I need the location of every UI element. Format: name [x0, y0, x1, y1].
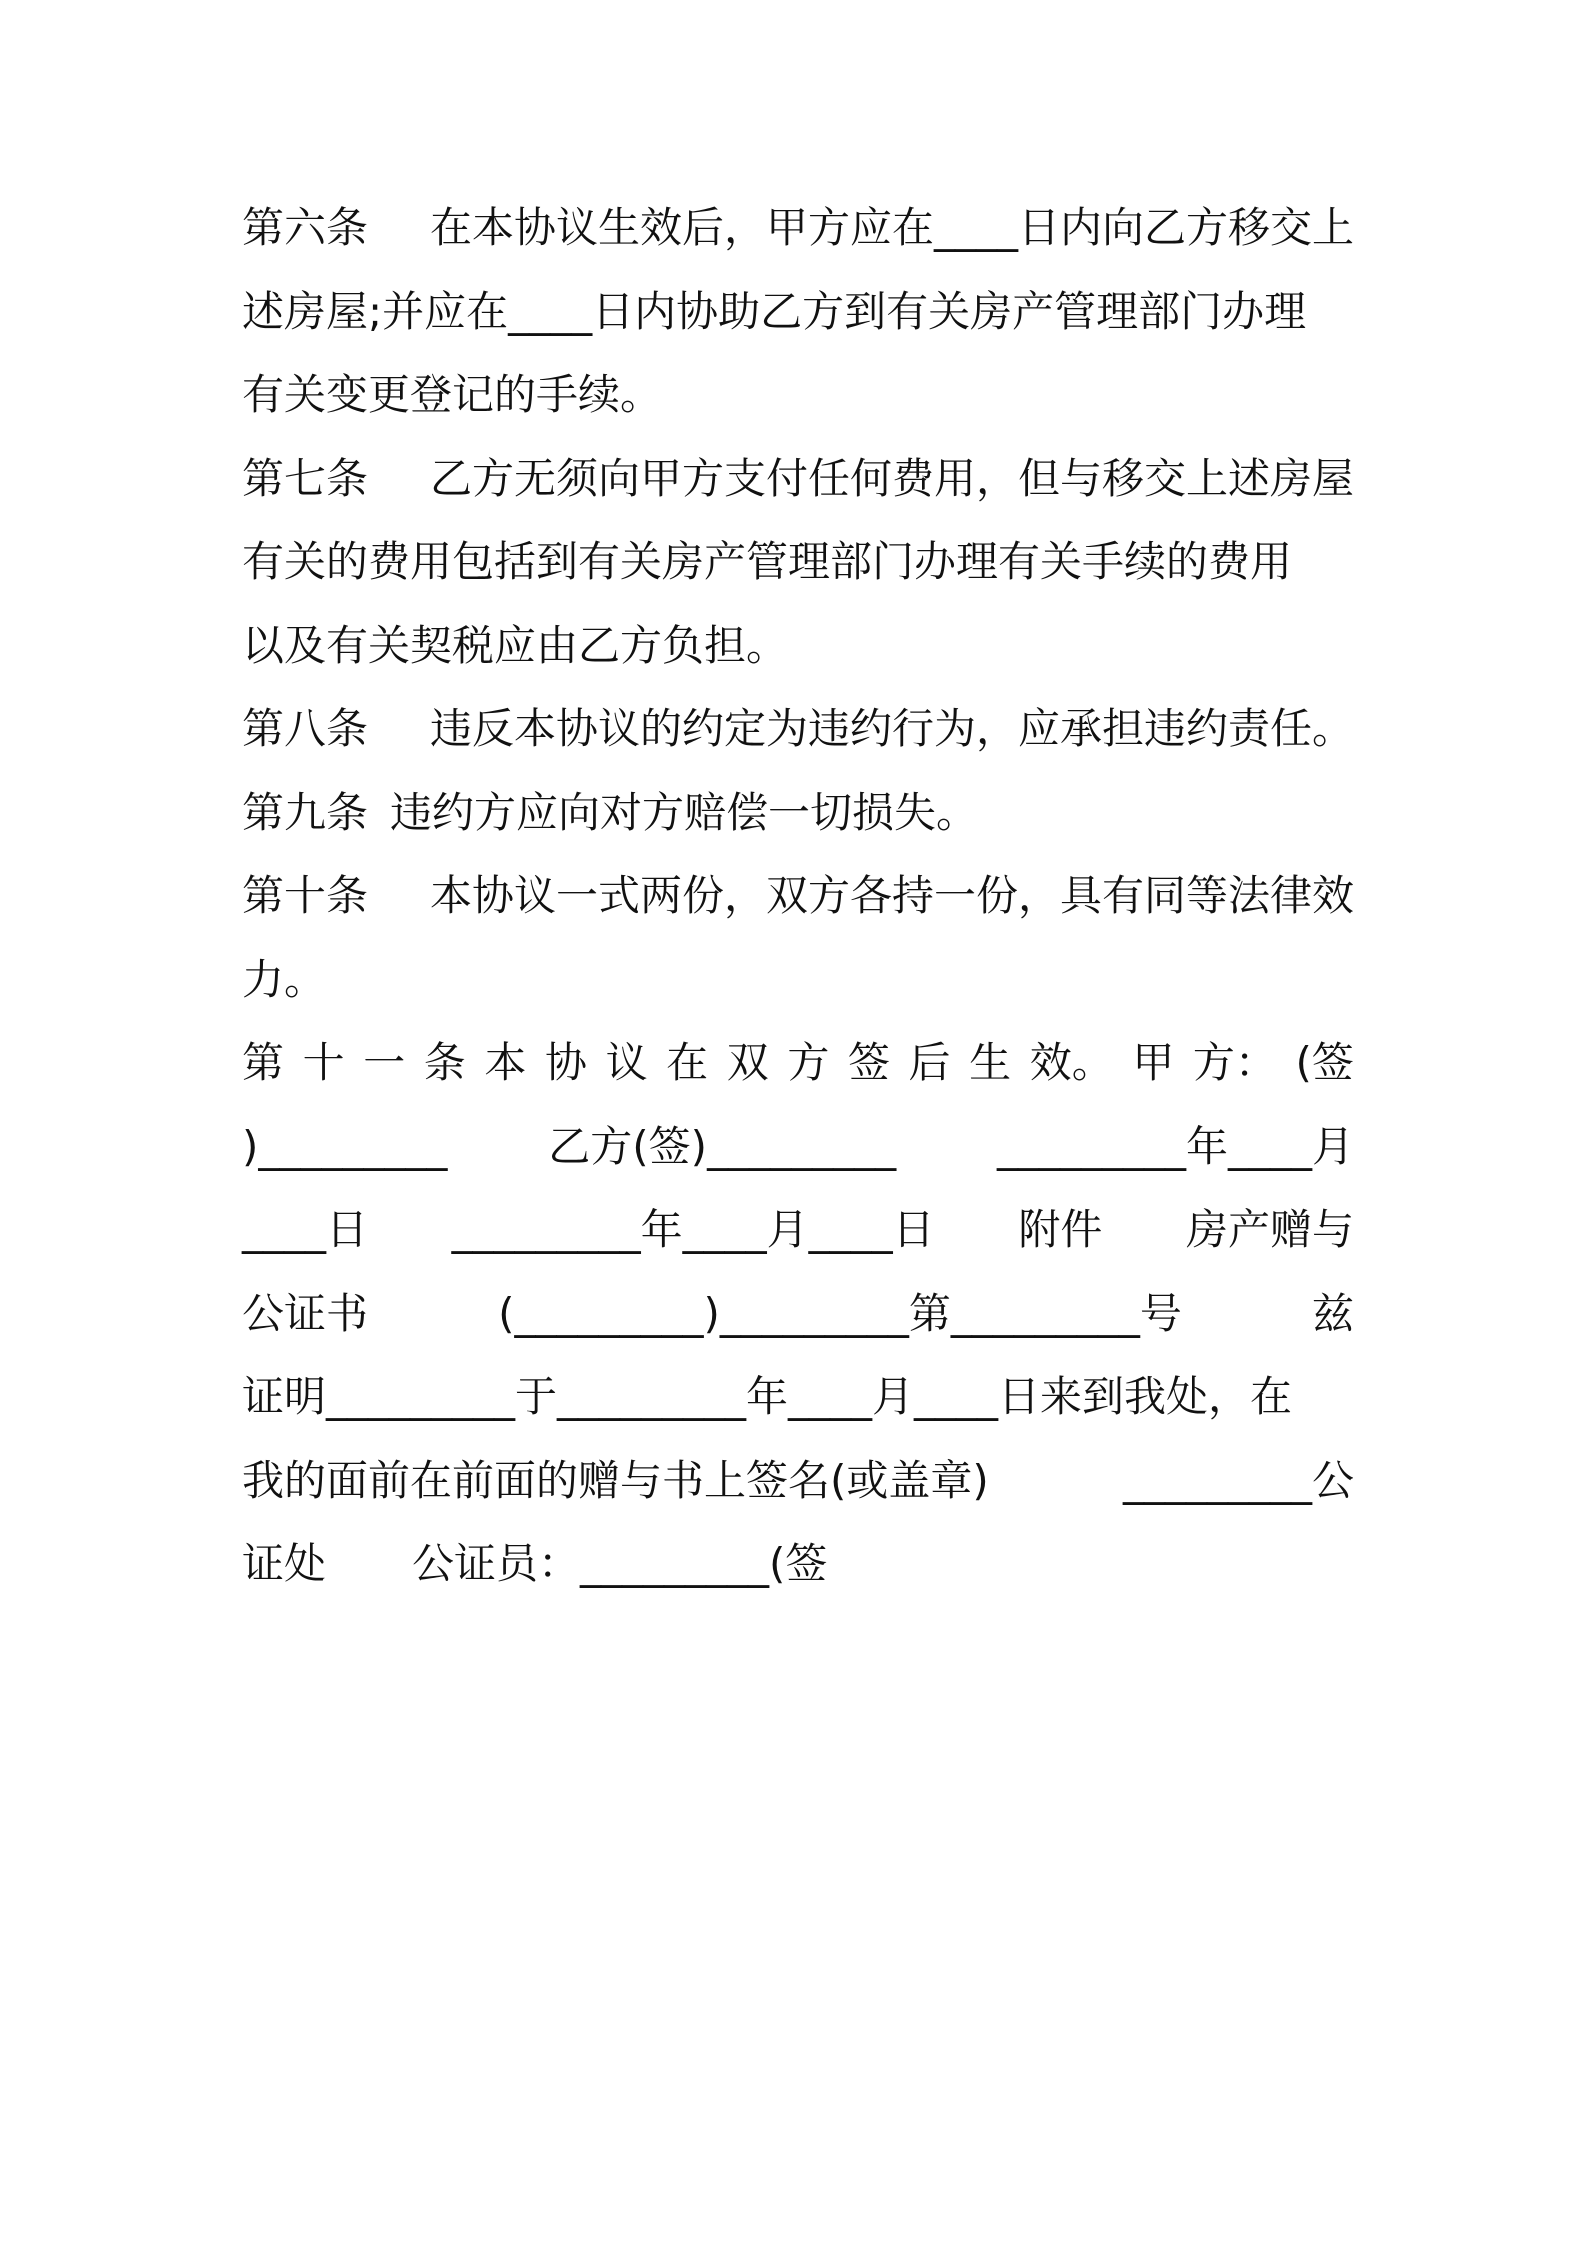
- text-segment: 条: [423, 1038, 466, 1087]
- notary-line-4: [242, 1522, 1354, 1606]
- notary-line-3: [242, 1439, 1354, 1523]
- notary-number-blank: (_________)_________第_________号: [498, 1288, 1182, 1338]
- signature-line-parties: [242, 1105, 1354, 1189]
- notary-line-2: [242, 1355, 1354, 1439]
- article-7-number: 第七条: [242, 453, 369, 503]
- text-segment: 双: [726, 1038, 769, 1087]
- date-blank: _________年____月: [996, 1121, 1354, 1171]
- text-segment: 生: [969, 1038, 1012, 1087]
- article-10-line-2: [242, 938, 1354, 1022]
- text-segment: 以及有关契税应由乙方负担。: [242, 620, 789, 670]
- article-8-text: 违反本协议的约定为违约行为，应承担违约责任。: [429, 704, 1354, 753]
- text-segment: 后: [908, 1038, 951, 1087]
- text-segment: 方: [787, 1038, 830, 1087]
- article-6-text: 在本协议生效后，甲方应在____日内向乙方移交上: [429, 203, 1354, 252]
- attachment-title: 房产赠与: [1185, 1205, 1354, 1254]
- text-segment: 效。: [1029, 1038, 1114, 1087]
- text-segment: 兹: [1311, 1288, 1354, 1338]
- article-7-line-1: [242, 437, 1354, 521]
- text-segment: 力。: [242, 954, 327, 1004]
- text-segment: 协: [544, 1038, 587, 1087]
- text-segment: 在: [666, 1038, 709, 1087]
- article-8-number: 第八条: [242, 704, 369, 753]
- notary-signature: 公证员：_________(签: [412, 1539, 828, 1588]
- article-9-number: 第九条: [242, 787, 369, 837]
- article-11-line-1: [242, 1021, 1354, 1105]
- text-segment: 本: [484, 1038, 527, 1087]
- attachment-label: 附件: [1018, 1205, 1103, 1254]
- article-8-line-1: [242, 687, 1354, 771]
- article-9-line-1: [242, 771, 1354, 855]
- signature-line-dates: [242, 1188, 1354, 1272]
- text-segment: 签: [847, 1038, 890, 1087]
- text-segment: 有关的费用包括到有关房产管理部门办理有关手续的费用: [242, 537, 1293, 586]
- text-segment: 公证书: [242, 1288, 369, 1338]
- document-body: [242, 186, 1354, 1606]
- text-segment: _________公: [1122, 1455, 1354, 1505]
- text-segment: 甲: [1132, 1038, 1175, 1087]
- text-segment: 我的面前在前面的赠与书上签名(或盖章): [242, 1455, 989, 1505]
- article-10-number: 第十条: [242, 871, 369, 920]
- article-7-line-2: [242, 520, 1354, 604]
- text-segment: 方：: [1192, 1038, 1277, 1087]
- date-blank: _________年____月____日: [451, 1205, 935, 1254]
- party-b-signature: 乙方(签)_________: [548, 1121, 897, 1171]
- text-segment: 证明_________于_________年____月____日来到我处，在: [242, 1372, 1293, 1421]
- article-9-text: 违约方应向对方赔偿一切损失。: [390, 787, 979, 837]
- article-6-line-1: [242, 186, 1354, 270]
- notary-line-1: [242, 1272, 1354, 1356]
- article-7-text: 乙方无须向甲方支付任何费用，但与移交上述房屋: [429, 453, 1354, 503]
- text-segment: (签: [1295, 1038, 1354, 1087]
- notary-office-label: 证处: [242, 1539, 327, 1588]
- article-10-line-1: [242, 854, 1354, 938]
- text-segment: 十: [302, 1038, 345, 1087]
- text-segment: 议: [605, 1038, 648, 1087]
- article-6-line-3: [242, 353, 1354, 437]
- article-7-line-3: [242, 604, 1354, 688]
- article-10-text: 本协议一式两份，双方各持一份，具有同等法律效: [429, 871, 1354, 920]
- date-day-blank: ____日: [242, 1205, 369, 1254]
- text-segment: 述房屋;并应在____日内协助乙方到有关房产管理部门办理: [242, 286, 1307, 336]
- article-6-number: 第六条: [242, 203, 369, 252]
- party-a-signature-blank: )_________: [242, 1121, 448, 1171]
- text-segment: 有关变更登记的手续。: [242, 370, 663, 419]
- article-6-line-2: [242, 270, 1354, 354]
- text-segment: 一: [363, 1038, 406, 1087]
- text-segment: 第: [242, 1038, 285, 1087]
